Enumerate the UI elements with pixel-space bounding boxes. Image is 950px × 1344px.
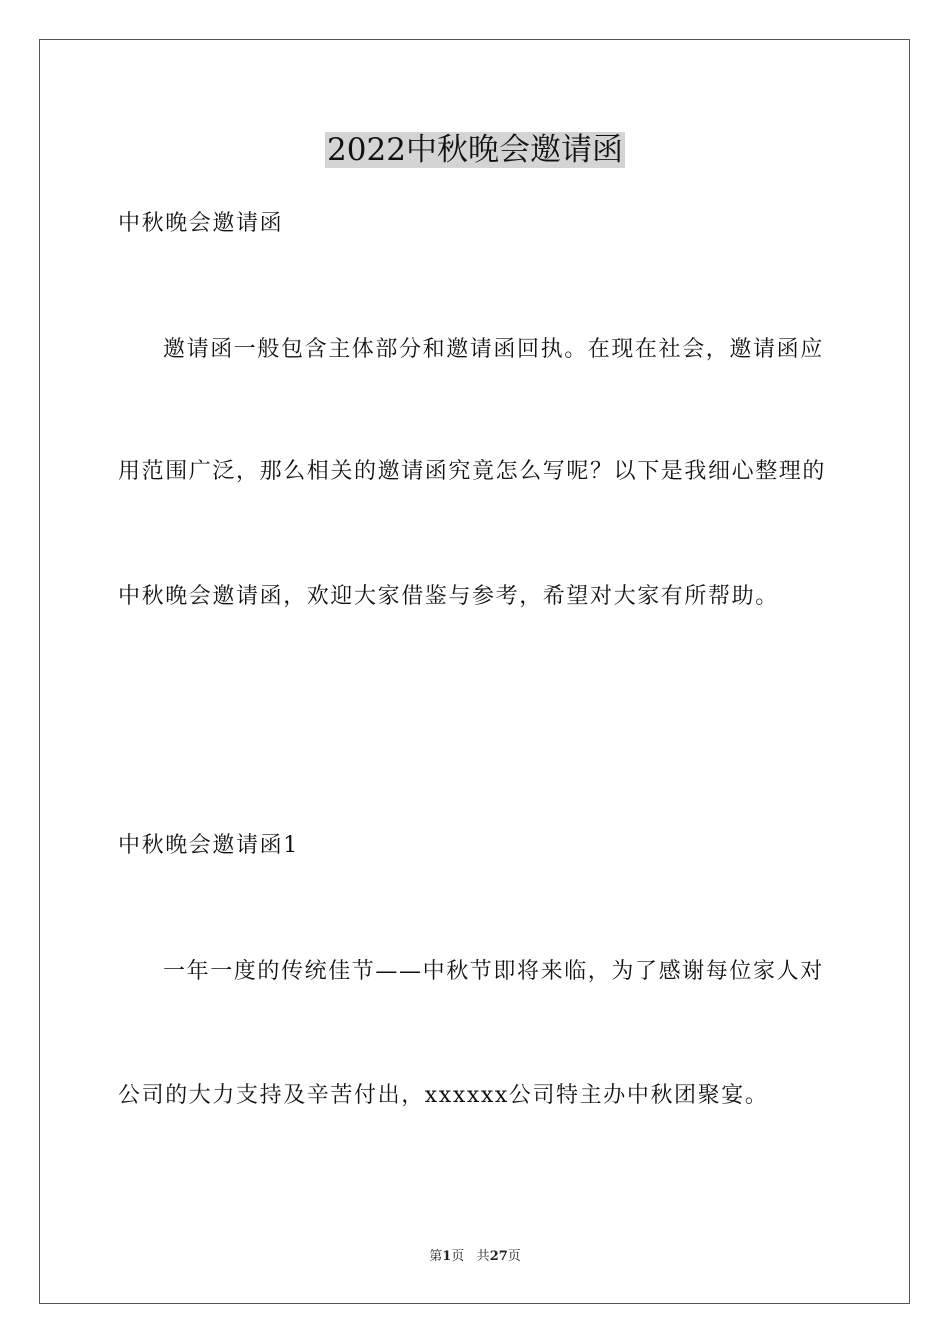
intro-line-3: 中秋晚会邀请函，欢迎大家借鉴与参考，希望对大家有所帮助。	[118, 584, 779, 609]
footer-total-pages: 27	[489, 1249, 508, 1264]
document-title-text: 2022中秋晚会邀请函	[327, 132, 623, 168]
document-title	[0, 128, 950, 172]
document-subtitle: 中秋晚会邀请函	[118, 211, 284, 236]
body-line-1: 一年一度的传统佳节——中秋节即将来临，为了感谢每位家人对	[163, 959, 824, 984]
page-footer	[0, 1248, 950, 1266]
footer-total-prefix: 共	[476, 1249, 490, 1264]
footer-page-number: 1	[442, 1249, 452, 1264]
body-line-2: 公司的大力支持及辛苦付出，xxxxxx公司特主办中秋团聚宴。	[118, 1083, 769, 1108]
section-heading: 中秋晚会邀请函1	[118, 833, 299, 858]
intro-line-1: 邀请函一般包含主体部分和邀请函回执。在现在社会，邀请函应	[163, 337, 824, 362]
footer-page-prefix: 第	[429, 1249, 443, 1264]
intro-line-2: 用范围广泛，那么相关的邀请函究竟怎么写呢？以下是我细心整理的	[118, 459, 827, 484]
footer-page-suffix: 页	[451, 1249, 465, 1264]
footer-total-suffix: 页	[507, 1249, 521, 1264]
